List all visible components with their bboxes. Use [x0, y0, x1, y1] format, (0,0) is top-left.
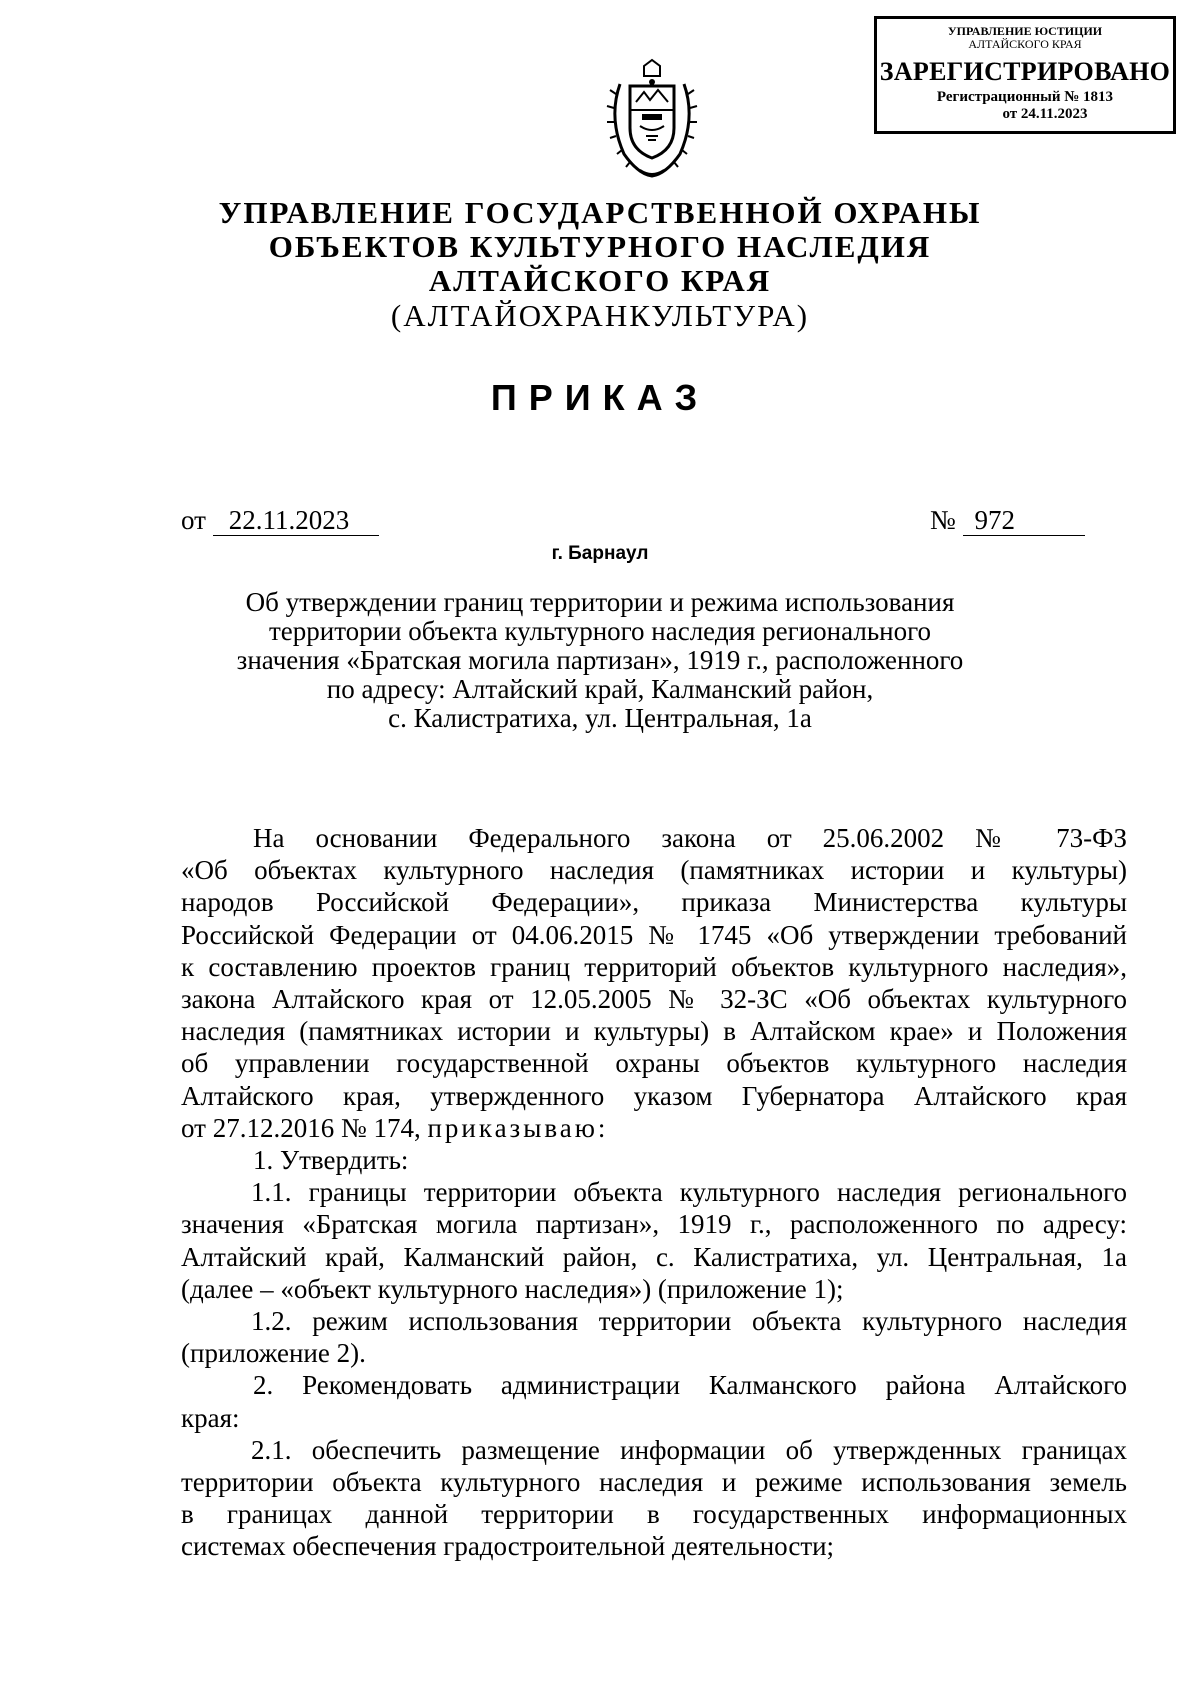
order-body	[181, 822, 1127, 1563]
subject-line: территории объекта культурного наследия регионального	[268, 616, 931, 646]
preamble-line: На основании Федерального закона от 25.06.2002 № 73-ФЗ	[253, 823, 1127, 853]
item-1: 1. Утвердить:	[253, 1145, 409, 1176]
preamble-line: Российской Федерации от 04.06.2015 № 1745 «Об утверждении требований	[181, 919, 1127, 950]
order-date-row	[181, 505, 379, 536]
item-1-1-line: 1.1. границы территории объекта культурного наследия регионального	[251, 1177, 1127, 1208]
stamp-reg-date: от 24.11.2023	[1002, 106, 1088, 122]
date-prefix: от	[181, 505, 206, 535]
stamp-line-1: УПРАВЛЕНИЕ ЮСТИЦИИ	[947, 24, 1103, 38]
org-name-line-3: АЛТАЙСКОГО КРАЯ	[428, 263, 772, 298]
item-2-1-line: 2.1. обеспечить размещение информации об утвержденных границах	[251, 1434, 1127, 1465]
stamp-line-2: АЛТАЙСКОГО КРАЯ	[968, 37, 1082, 51]
order-number-row	[930, 505, 1085, 536]
item-2-1-line: в границах данной территории в государственных информационных	[181, 1499, 1127, 1530]
item-2-last-line: края:	[181, 1402, 240, 1433]
item-1-2-last-line: (приложение 2).	[181, 1338, 366, 1369]
preamble-tail: от 27.12.2016 № 174,	[181, 1112, 421, 1143]
coat-of-arms-emblem	[600, 58, 704, 182]
order-number: 972	[963, 505, 1085, 536]
preamble-last-line	[181, 1112, 1127, 1144]
order-subject	[160, 588, 1040, 733]
item-2-1-last-line: системах обеспечения градостроительной деятельности;	[181, 1531, 835, 1562]
item-1-1-line: значения «Братская могила партизан», 1919 г., расположенного по адресу:	[181, 1209, 1127, 1240]
item-2-1-line: территории объекта культурного наследия и режиме использования земель	[181, 1467, 1127, 1498]
subject-line: с. Калистратиха, ул. Центральная, 1а	[388, 703, 812, 733]
org-name-line-2: ОБЪЕКТОВ КУЛЬТУРНОГО НАСЛЕДИЯ	[268, 229, 932, 264]
org-name-line-1: УПРАВЛЕНИЕ ГОСУДАРСТВЕННОЙ ОХРАНЫ	[218, 195, 982, 230]
item-2-line: 2. Рекомендовать администрации Калманского района Алтайского	[253, 1370, 1127, 1401]
preamble-line: закона Алтайского края от 12.05.2005 № 32-ЗС «Об объектах культурного	[181, 984, 1127, 1015]
org-short-name: (АЛТАЙОХРАНКУЛЬТУРА)	[390, 298, 810, 333]
document-type-title: ПРИКАЗ	[490, 377, 710, 418]
stamp-title: ЗАРЕГИСТРИРОВАНО	[879, 57, 1171, 86]
subject-line: Об утверждении границ территории и режима использования	[245, 587, 955, 617]
item-1-2-line: 1.2. режим использования территории объекта культурного наследия	[251, 1306, 1127, 1337]
subject-line: по адресу: Алтайский край, Калманский район,	[326, 674, 874, 704]
subject-line: значения «Братская могила партизан», 1919 г., расположенного	[236, 645, 964, 675]
preamble-line: народов Российской Федерации», приказа Министерства культуры	[181, 887, 1127, 918]
preamble-line: наследия (памятниках истории и культуры) в Алтайском крае» и Положения	[181, 1016, 1127, 1047]
registration-stamp	[874, 16, 1176, 134]
order-date: 22.11.2023	[213, 505, 379, 536]
item-1-1-line: Алтайский край, Калманский район, с. Калистратиха, ул. Центральная, 1а	[181, 1241, 1127, 1272]
number-prefix: №	[930, 505, 956, 535]
preamble-line: об управлении государственной охраны объектов культурного наследия	[181, 1048, 1127, 1079]
city: г. Барнаул	[551, 543, 649, 564]
stamp-reg-number: Регистрационный № 1813	[936, 89, 1114, 105]
preamble-line: Алтайского края, утвержденного указом Губернатора Алтайского края	[181, 1080, 1127, 1111]
preamble-line: «Об объектах культурного наследия (памятниках истории и культуры)	[181, 855, 1127, 886]
order-word: приказываю:	[427, 1112, 609, 1143]
item-1-1-last-line: (далее – «объект культурного наследия») (приложение 1);	[181, 1273, 844, 1304]
preamble-line: к составлению проектов границ территорий объектов культурного наследия»,	[181, 951, 1127, 982]
